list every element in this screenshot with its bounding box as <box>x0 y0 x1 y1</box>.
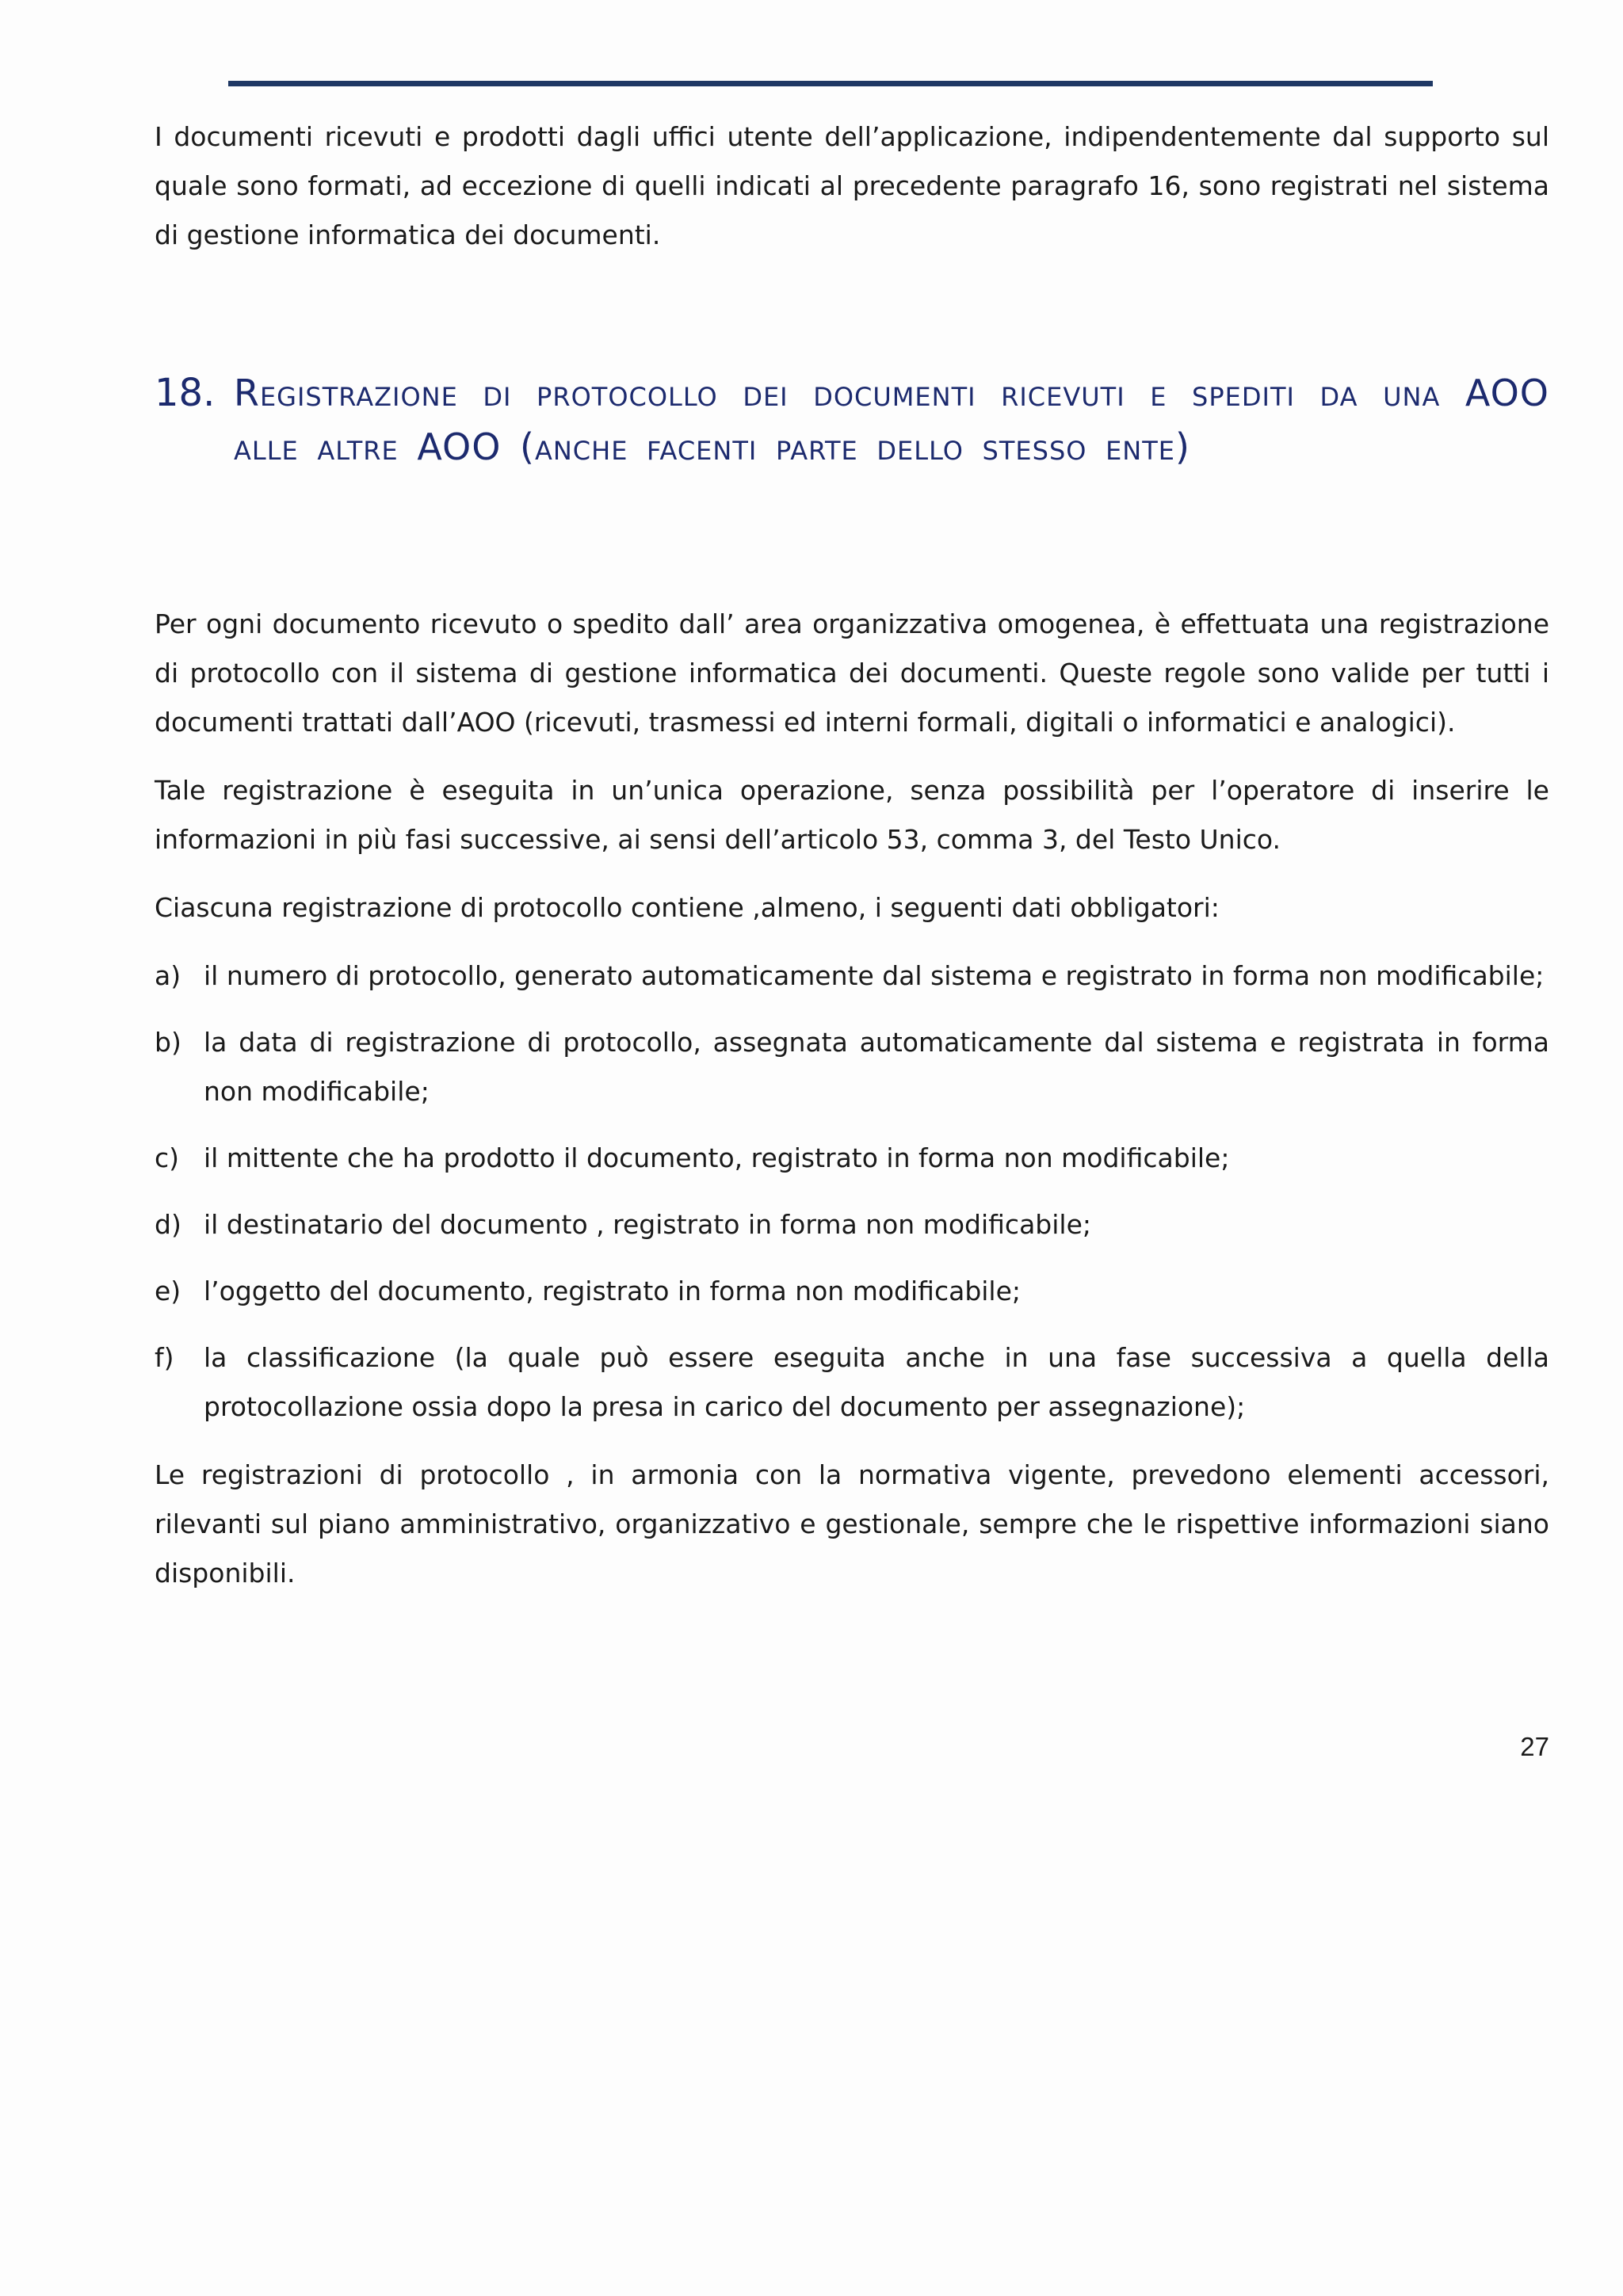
header-rule <box>228 81 1433 86</box>
list-marker: b) <box>155 1027 181 1058</box>
paragraph: Ciascuna registrazione di protocollo contiene ,almeno, i seguenti dati obbligatori: <box>155 892 1220 923</box>
section-heading <box>155 366 1549 474</box>
list-marker: f) <box>155 1342 174 1373</box>
list-item <box>155 1018 1549 1116</box>
mandatory-data-list <box>155 952 1549 1432</box>
paragraph: Tale registrazione è eseguita in un’unica operazione, senza possibilità per l’operatore di inserire le informazioni in più fasi successive, ai sensi dell’articolo 53, comma 3, del Testo Unico. <box>155 775 1549 855</box>
intro-paragraph: I documenti ricevuti e prodotti dagli uffici utente dell’applicazione, indipendentemente dal supporto sul quale sono formati, ad eccezione di quelli indicati al precedente paragrafo 16, sono registrati nel sistema di gestione informatica dei documenti. <box>155 121 1549 250</box>
list-item-text: la classificazione (la quale può essere eseguita anche in una fase successiva a quella della protocollazione ossia dopo la presa in carico del documento per assegnazione); <box>204 1342 1549 1422</box>
section-title: Registrazione di protocollo dei documenti ricevuti e spediti da una AOO alle altre AOO (anche facenti parte dello stesso ente) <box>234 372 1549 468</box>
list-item-text: il mittente che ha prodotto il documento, registrato in forma non modificabile; <box>204 1142 1230 1173</box>
list-marker: c) <box>155 1142 180 1173</box>
list-marker: d) <box>155 1209 181 1240</box>
list-marker: e) <box>155 1276 181 1306</box>
list-item-text: il destinatario del documento , registrato in forma non modificabile; <box>204 1209 1092 1240</box>
list-item <box>155 952 1549 1001</box>
list-item-text: il numero di protocollo, generato automaticamente dal sistema e registrato in forma non modificabile; <box>204 960 1545 991</box>
list-item <box>155 1200 1549 1249</box>
list-item <box>155 1333 1549 1432</box>
page-number: 27 <box>1520 1732 1549 1761</box>
section-number: 18. <box>155 371 216 415</box>
list-item <box>155 1134 1549 1183</box>
section-body <box>155 600 1549 1617</box>
list-item-text: l’oggetto del documento, registrato in forma non modificabile; <box>204 1276 1022 1306</box>
paragraph: Per ogni documento ricevuto o spedito dall’ area organizzativa omogenea, è effettuata una registrazione di protocollo con il sistema di gestione informatica dei documenti. Queste regole sono valide per tutti i documenti trattati dall’AOO (ricevuti, trasmessi ed interni formali, digitali o informatici e analogici). <box>155 608 1549 738</box>
list-marker: a) <box>155 960 181 991</box>
closing-paragraph: Le registrazioni di protocollo , in armonia con la normativa vigente, prevedono elementi accessori, rilevanti sul piano amministrativo, organizzativo e gestionale, sempre che le rispettive informazioni siano disponibili. <box>155 1459 1549 1589</box>
list-item <box>155 1267 1549 1316</box>
list-item-text: la data di registrazione di protocollo, assegnata automaticamente dal sistema e registrata in forma non modificabile; <box>204 1027 1549 1107</box>
intro-block <box>155 113 1549 260</box>
